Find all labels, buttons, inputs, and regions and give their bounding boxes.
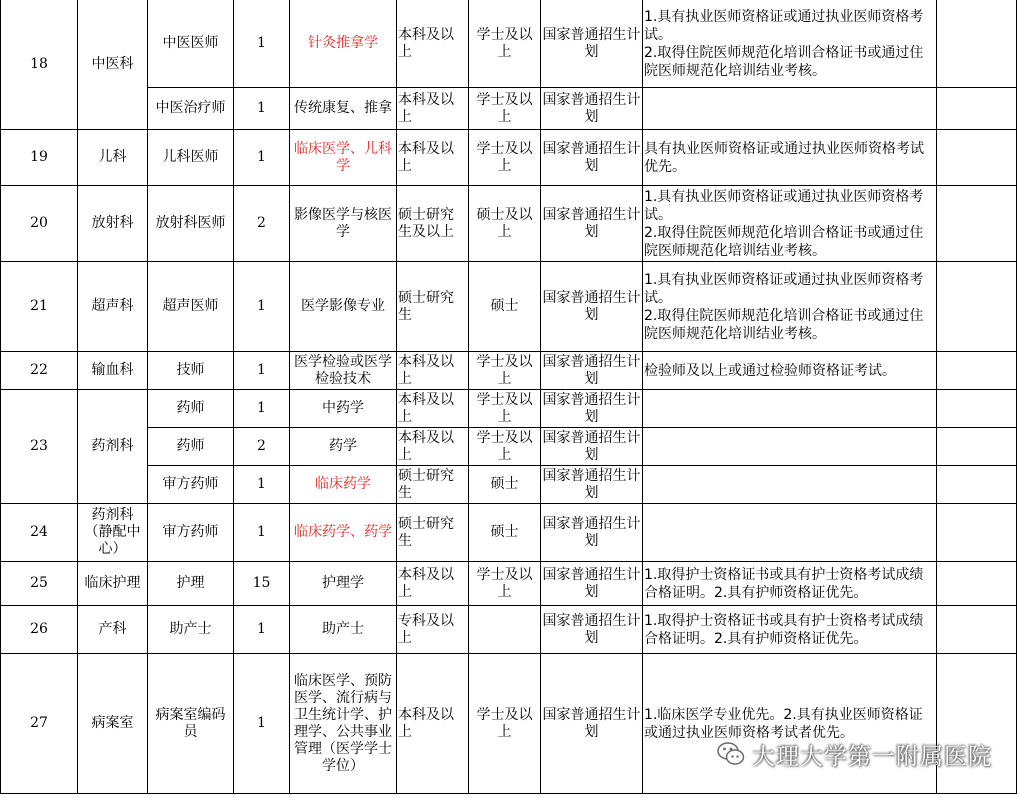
remark-cell — [937, 466, 1017, 504]
row-number: 19 — [1, 130, 78, 186]
education-cell: 本科及以上 — [397, 390, 469, 428]
remark-cell — [937, 654, 1017, 794]
count-cell: 1 — [234, 130, 290, 186]
table-row — [1, 0, 1017, 88]
position-cell: 儿科医师 — [148, 130, 234, 186]
remark-cell — [937, 0, 1017, 88]
degree-cell: 硕士及以上 — [469, 186, 541, 262]
count-cell: 1 — [234, 504, 290, 562]
table-row — [1, 88, 1017, 130]
department-cell: 病案室 — [78, 654, 148, 794]
row-number: 20 — [1, 186, 78, 262]
remark-cell — [937, 130, 1017, 186]
plan-cell: 国家普通招生计划 — [541, 0, 643, 88]
requirement-cell: 1.具有执业医师资格证或通过执业医师资格考试。 2.取得住院医师规范化培训合格证书或通过住院医师规范化培训结业考核。 — [643, 262, 937, 352]
plan-cell: 国家普通招生计划 — [541, 262, 643, 352]
plan-cell: 国家普通招生计划 — [541, 654, 643, 794]
requirement-cell — [643, 390, 937, 428]
degree-cell: 学士及以上 — [469, 390, 541, 428]
count-cell: 1 — [234, 390, 290, 428]
remark-cell — [937, 504, 1017, 562]
major-cell: 医学影像专业 — [290, 262, 397, 352]
requirement-cell: 1.临床医学专业优先。2.具有执业医师资格证或通过执业医师资格考试者优先。 — [643, 654, 937, 794]
count-cell: 2 — [234, 428, 290, 466]
requirement-cell: 具有执业医师资格证或通过执业医师资格考试优先。 — [643, 130, 937, 186]
remark-cell — [937, 352, 1017, 390]
requirement-cell — [643, 466, 937, 504]
remark-cell — [937, 562, 1017, 606]
position-cell: 超声医师 — [148, 262, 234, 352]
degree-cell — [469, 606, 541, 654]
remark-cell — [937, 606, 1017, 654]
degree-cell: 学士及以上 — [469, 352, 541, 390]
education-cell: 本科及以上 — [397, 428, 469, 466]
degree-cell: 学士及以上 — [469, 654, 541, 794]
wechat-icon — [716, 739, 746, 769]
table-row — [1, 466, 1017, 504]
table-row — [1, 130, 1017, 186]
position-cell: 护理 — [148, 562, 234, 606]
plan-cell: 国家普通招生计划 — [541, 186, 643, 262]
major-cell: 针灸推拿学 — [290, 0, 397, 88]
row-number: 24 — [1, 504, 78, 562]
degree-cell: 硕士 — [469, 466, 541, 504]
requirement-cell: 1.取得护士资格证书或具有护士资格考试成绩合格证明。2.具有护师资格证优先。 — [643, 562, 937, 606]
requirement-cell — [643, 88, 937, 130]
education-cell: 本科及以上 — [397, 130, 469, 186]
requirement-cell — [643, 428, 937, 466]
department-cell: 超声科 — [78, 262, 148, 352]
watermark — [716, 736, 1016, 772]
plan-cell: 国家普通招生计划 — [541, 390, 643, 428]
position-cell: 药师 — [148, 390, 234, 428]
table-row — [1, 390, 1017, 428]
department-cell: 药剂科（静配中心） — [78, 504, 148, 562]
position-cell: 技师 — [148, 352, 234, 390]
table-row — [1, 562, 1017, 606]
position-cell: 药师 — [148, 428, 234, 466]
remark-cell — [937, 428, 1017, 466]
position-cell: 放射科医师 — [148, 186, 234, 262]
table-row — [1, 654, 1017, 794]
count-cell: 1 — [234, 606, 290, 654]
major-cell: 临床药学、药学 — [290, 504, 397, 562]
row-number: 27 — [1, 654, 78, 794]
table-row — [1, 186, 1017, 262]
education-cell: 硕士研究生 — [397, 466, 469, 504]
count-cell: 1 — [234, 654, 290, 794]
row-number: 21 — [1, 262, 78, 352]
row-number: 23 — [1, 390, 78, 504]
row-number: 25 — [1, 562, 78, 606]
degree-cell: 学士及以上 — [469, 88, 541, 130]
count-cell: 15 — [234, 562, 290, 606]
education-cell: 硕士研究生 — [397, 504, 469, 562]
row-number: 18 — [1, 0, 78, 130]
degree-cell: 学士及以上 — [469, 428, 541, 466]
education-cell: 本科及以上 — [397, 352, 469, 390]
plan-cell: 国家普通招生计划 — [541, 562, 643, 606]
education-cell: 本科及以上 — [397, 88, 469, 130]
major-cell: 传统康复、推拿 — [290, 88, 397, 130]
department-cell: 输血科 — [78, 352, 148, 390]
degree-cell: 学士及以上 — [469, 130, 541, 186]
position-cell: 审方药师 — [148, 466, 234, 504]
plan-cell: 国家普通招生计划 — [541, 606, 643, 654]
remark-cell — [937, 186, 1017, 262]
remark-cell — [937, 88, 1017, 130]
position-cell: 审方药师 — [148, 504, 234, 562]
degree-cell: 硕士 — [469, 504, 541, 562]
major-cell: 影像医学与核医学 — [290, 186, 397, 262]
position-cell: 中医治疗师 — [148, 88, 234, 130]
count-cell: 1 — [234, 88, 290, 130]
education-cell: 本科及以上 — [397, 0, 469, 88]
department-cell: 中医科 — [78, 0, 148, 130]
table-row — [1, 428, 1017, 466]
plan-cell: 国家普通招生计划 — [541, 130, 643, 186]
row-number: 22 — [1, 352, 78, 390]
requirement-cell: 1.取得护士资格证书或具有护士资格考试成绩合格证明。2.具有护师资格证优先。 — [643, 606, 937, 654]
count-cell: 1 — [234, 466, 290, 504]
degree-cell: 学士及以上 — [469, 562, 541, 606]
table-row — [1, 262, 1017, 352]
requirement-cell: 检验师及以上或通过检验师资格证考试。 — [643, 352, 937, 390]
major-cell: 助产士 — [290, 606, 397, 654]
plan-cell: 国家普通招生计划 — [541, 428, 643, 466]
plan-cell: 国家普通招生计划 — [541, 352, 643, 390]
degree-cell: 学士及以上 — [469, 0, 541, 88]
education-cell: 本科及以上 — [397, 654, 469, 794]
major-cell: 临床医学、儿科学 — [290, 130, 397, 186]
requirement-cell: 1.具有执业医师资格证或通过执业医师资格考试。 2.取得住院医师规范化培训合格证书或通过住院医师规范化培训结业考核。 — [643, 0, 937, 88]
plan-cell: 国家普通招生计划 — [541, 88, 643, 130]
remark-cell — [937, 390, 1017, 428]
requirement-cell: 1.具有执业医师资格证或通过执业医师资格考试。 2.取得住院医师规范化培训合格证书或通过住院医师规范化培训结业考核。 — [643, 186, 937, 262]
department-cell: 药剂科 — [78, 390, 148, 504]
major-cell: 护理学 — [290, 562, 397, 606]
count-cell: 2 — [234, 186, 290, 262]
major-cell: 临床医学、预防医学、流行病与卫生统计学、护理学、公共事业管理（医学学士学位） — [290, 654, 397, 794]
table-row — [1, 504, 1017, 562]
plan-cell: 国家普通招生计划 — [541, 466, 643, 504]
department-cell: 放射科 — [78, 186, 148, 262]
department-cell: 儿科 — [78, 130, 148, 186]
watermark-text: 大理大学第一附属医院 — [752, 743, 992, 770]
major-cell: 医学检验或医学检验技术 — [290, 352, 397, 390]
position-cell: 中医医师 — [148, 0, 234, 88]
education-cell: 硕士研究生及以上 — [397, 186, 469, 262]
plan-cell: 国家普通招生计划 — [541, 504, 643, 562]
table-row — [1, 606, 1017, 654]
education-cell: 本科及以上 — [397, 562, 469, 606]
major-cell: 临床药学 — [290, 466, 397, 504]
department-cell: 产科 — [78, 606, 148, 654]
remark-cell — [937, 262, 1017, 352]
position-cell: 助产士 — [148, 606, 234, 654]
requirement-cell — [643, 504, 937, 562]
education-cell: 专科及以上 — [397, 606, 469, 654]
major-cell: 中药学 — [290, 390, 397, 428]
count-cell: 1 — [234, 352, 290, 390]
degree-cell: 硕士 — [469, 262, 541, 352]
table-row — [1, 352, 1017, 390]
department-cell: 临床护理 — [78, 562, 148, 606]
major-cell: 药学 — [290, 428, 397, 466]
position-cell: 病案室编码员 — [148, 654, 234, 794]
count-cell: 1 — [234, 0, 290, 88]
row-number: 26 — [1, 606, 78, 654]
count-cell: 1 — [234, 262, 290, 352]
education-cell: 硕士研究生 — [397, 262, 469, 352]
